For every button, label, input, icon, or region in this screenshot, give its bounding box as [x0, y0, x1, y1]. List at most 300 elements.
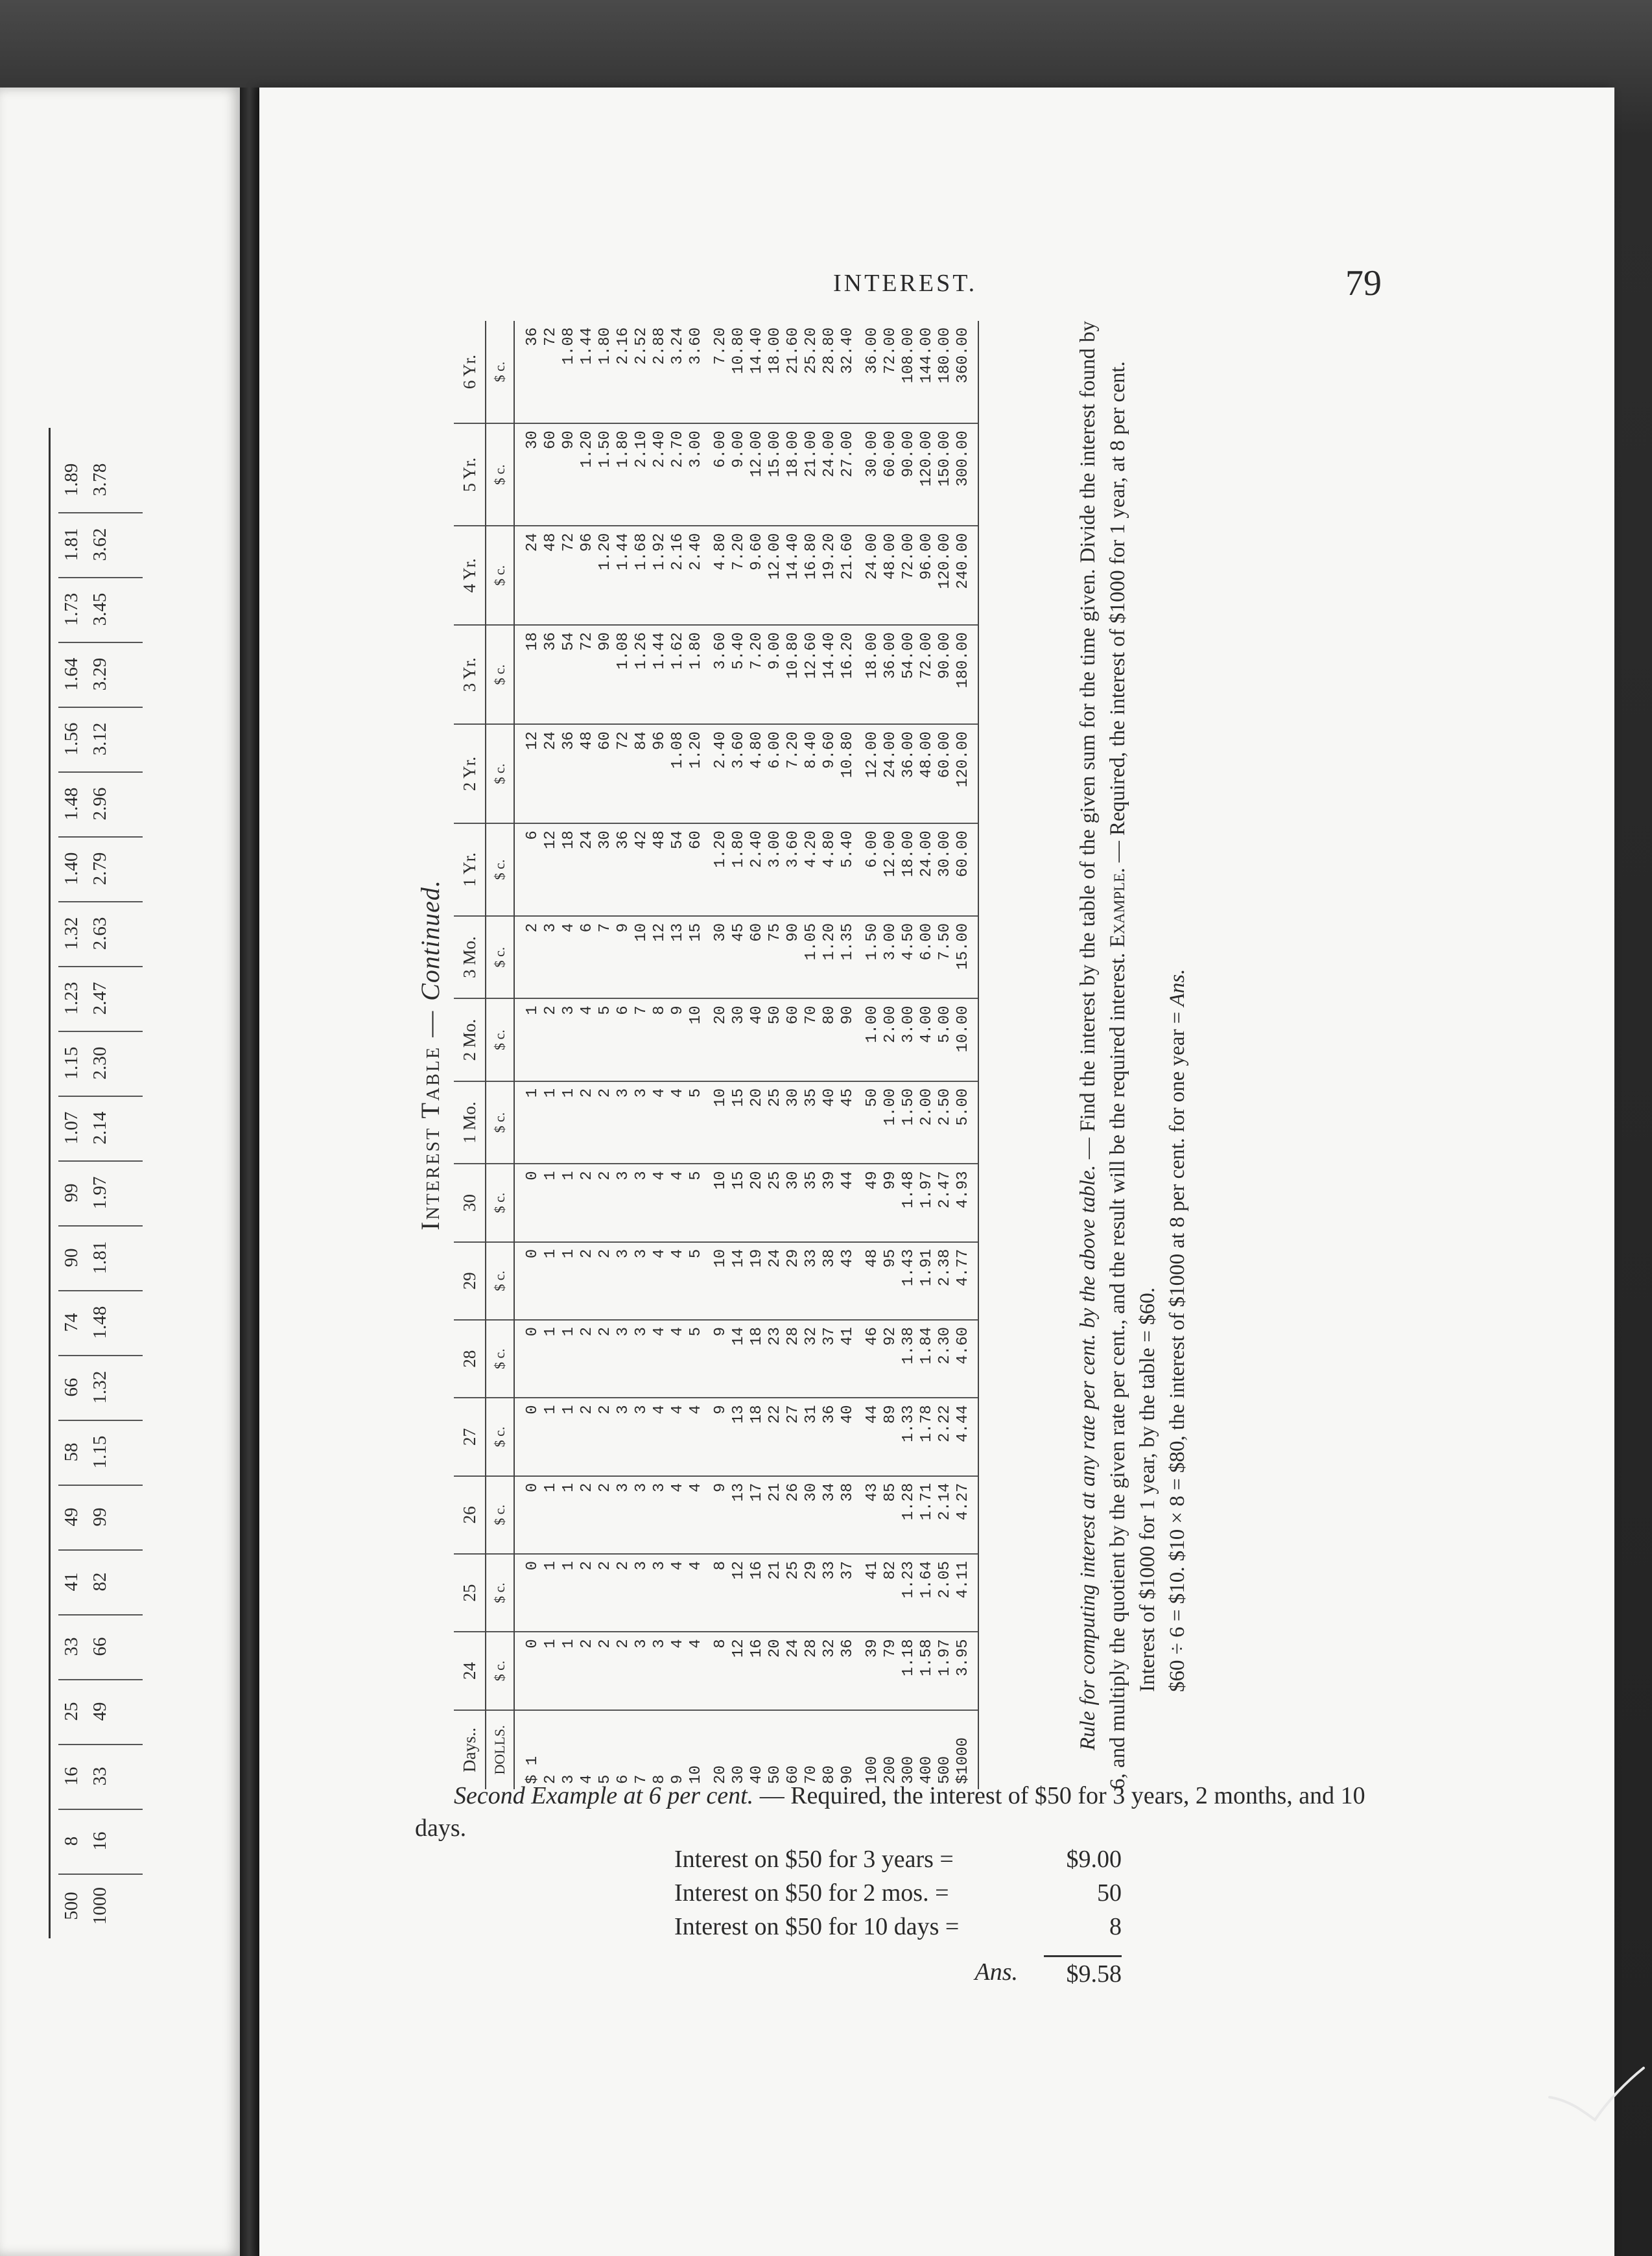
- interest-cell: 1.43: [900, 1242, 918, 1320]
- interest-cell: 6: [615, 998, 633, 1081]
- unit-header: $ c.: [486, 1081, 514, 1164]
- interest-cell: 3.00: [882, 916, 900, 998]
- interest-cell: 1.28: [900, 1476, 918, 1554]
- calc-value: 8: [1109, 1913, 1122, 1940]
- left-table-cell: 3.12: [89, 722, 110, 756]
- interest-cell: 1: [560, 1081, 578, 1164]
- left-table-cell: 49: [61, 1507, 82, 1527]
- interest-cell: 54: [669, 823, 687, 916]
- interest-cell: 9: [705, 1398, 730, 1475]
- interest-cell: 30: [785, 1164, 803, 1241]
- interest-cell: 21: [766, 1476, 785, 1554]
- interest-cell: 16.80: [803, 526, 821, 625]
- interest-cell: 1.18: [900, 1632, 918, 1710]
- interest-cell: 5.40: [839, 823, 857, 916]
- left-table-cell: 1.64: [61, 657, 82, 691]
- interest-cell: 1.35: [839, 916, 857, 998]
- interest-cell: 14: [730, 1242, 748, 1320]
- column-header: 30: [454, 1164, 486, 1241]
- table-row: [730, 321, 748, 1789]
- interest-cell: 24.00: [857, 526, 882, 625]
- interest-cell: 4: [687, 1554, 705, 1632]
- interest-cell: 2.10: [633, 423, 651, 526]
- interest-cell: 4.27: [954, 1476, 978, 1554]
- rule-line-3-ans: Ans.: [1166, 969, 1189, 1007]
- left-table-cell: 1.97: [89, 1176, 110, 1210]
- column-header: 29: [454, 1242, 486, 1320]
- left-table-cell: 8: [61, 1836, 82, 1846]
- interest-cell: 2: [578, 1398, 596, 1475]
- interest-cell: 4: [669, 1554, 687, 1632]
- left-table-cell: 99: [89, 1507, 110, 1527]
- column-header: 27: [454, 1398, 486, 1475]
- interest-cell: 95: [882, 1242, 900, 1320]
- left-column-separator: [58, 1874, 143, 1875]
- interest-cell: 0: [514, 1320, 542, 1398]
- table-title-main: Interest Table: [416, 1045, 445, 1230]
- interest-cell: 1.00: [857, 998, 882, 1081]
- interest-cell: 40: [821, 1081, 839, 1164]
- table-row: [687, 321, 705, 1789]
- interest-cell: 30: [596, 823, 615, 916]
- left-table-cell: 1.89: [61, 463, 82, 497]
- interest-cell: 4: [669, 1320, 687, 1398]
- interest-cell: 99: [882, 1164, 900, 1241]
- interest-cell: 2.16: [615, 321, 633, 423]
- interest-cell: 48: [651, 823, 669, 916]
- left-column-separator: [58, 512, 143, 513]
- left-column-separator: [58, 1485, 143, 1486]
- left-table-column: [58, 1679, 115, 1744]
- calc-value: $9.00: [1066, 1846, 1122, 1873]
- rule-line-3: [1162, 321, 1192, 1789]
- interest-cell: 10: [705, 1164, 730, 1241]
- interest-cell: 2: [615, 1632, 633, 1710]
- interest-cell: 150.00: [936, 423, 954, 526]
- interest-cell: 39: [857, 1632, 882, 1710]
- interest-cell: 30: [803, 1476, 821, 1554]
- interest-cell: 18.00: [900, 823, 918, 916]
- interest-cell: 48: [578, 724, 596, 823]
- interest-cell: 36.00: [882, 625, 900, 724]
- column-header: 3 Yr.: [454, 625, 486, 724]
- interest-cell: 28.80: [821, 321, 839, 423]
- interest-cell: 9: [705, 1476, 730, 1554]
- left-column-separator: [58, 1225, 143, 1227]
- interest-cell: 1: [542, 1476, 560, 1554]
- calc-label: Interest on $50 for 10 days =: [674, 1913, 960, 1940]
- table-row: [785, 321, 803, 1789]
- interest-cell: 50: [857, 1081, 882, 1164]
- interest-cell: 12.00: [882, 823, 900, 916]
- interest-cell: 1: [542, 1164, 560, 1241]
- left-table-cell: 2.47: [89, 981, 110, 1015]
- interest-cell: 27.00: [839, 423, 857, 526]
- interest-cell: 0: [514, 1242, 542, 1320]
- interest-cell: 90: [785, 916, 803, 998]
- interest-cell: 6.00: [857, 823, 882, 916]
- interest-cell: 3: [633, 1476, 651, 1554]
- left-table-column: [58, 1355, 115, 1420]
- left-table-cell: 2.79: [89, 852, 110, 886]
- interest-cell: 1.33: [900, 1398, 918, 1475]
- interest-cell: 54: [560, 625, 578, 724]
- unit-header: $ c.: [486, 1632, 514, 1710]
- principal-cell: 200: [882, 1756, 899, 1784]
- table-row: [669, 321, 687, 1789]
- interest-cell: 4: [651, 1398, 669, 1475]
- interest-cell: 36.00: [857, 321, 882, 423]
- interest-cell: 28: [785, 1320, 803, 1398]
- interest-cell: 2.05: [936, 1554, 954, 1632]
- interest-cell: 60: [596, 724, 615, 823]
- interest-cell: 12: [730, 1554, 748, 1632]
- interest-cell: 4: [669, 1164, 687, 1241]
- interest-cell: 10.80: [785, 625, 803, 724]
- left-table-cell: 99: [61, 1183, 82, 1203]
- principal-cell: $1000: [954, 1710, 978, 1789]
- second-example-lead: Second Example at 6 per cent.: [454, 1782, 754, 1809]
- interest-cell: 30: [514, 423, 542, 526]
- interest-cell: 3: [615, 1476, 633, 1554]
- interest-cell: 20: [766, 1632, 785, 1710]
- interest-cell: 1.92: [651, 526, 669, 625]
- principal-cell: 80: [821, 1765, 838, 1784]
- interest-cell: 15.00: [766, 423, 785, 526]
- calc-row: [674, 1842, 1122, 1876]
- interest-cell: 5: [687, 1242, 705, 1320]
- interest-cell: 1.80: [730, 823, 748, 916]
- left-table-cell: 49: [89, 1702, 110, 1721]
- column-header: 1 Mo.: [454, 1081, 486, 1164]
- interest-cell: 82: [882, 1554, 900, 1632]
- interest-cell: 2.40: [748, 823, 766, 916]
- interest-cell: 33: [803, 1242, 821, 1320]
- interest-cell: 120.00: [918, 423, 936, 526]
- interest-cell: 41: [839, 1320, 857, 1398]
- interest-cell: 9: [615, 916, 633, 998]
- left-column-separator: [58, 1614, 143, 1616]
- interest-cell: 1.38: [900, 1320, 918, 1398]
- interest-cell: 1.08: [615, 625, 633, 724]
- interest-cell: 60: [542, 423, 560, 526]
- interest-cell: 32: [821, 1632, 839, 1710]
- interest-cell: 4.80: [705, 526, 730, 625]
- unit-header: $ c.: [486, 625, 514, 724]
- interest-cell: 144.00: [918, 321, 936, 423]
- interest-cell: 3.00: [766, 823, 785, 916]
- interest-cell: 12: [651, 916, 669, 998]
- unit-header: $ c.: [486, 526, 514, 625]
- interest-cell: 2.88: [651, 321, 669, 423]
- interest-cell: 13: [730, 1398, 748, 1475]
- interest-cell: 3.24: [669, 321, 687, 423]
- principal-cell: 70: [803, 1765, 820, 1784]
- interest-cell: 2: [578, 1476, 596, 1554]
- interest-cell: 4.77: [954, 1242, 978, 1320]
- interest-cell: 2: [596, 1398, 615, 1475]
- interest-cell: 6.00: [766, 724, 785, 823]
- left-column-separator: [58, 771, 143, 773]
- interest-cell: 16.20: [839, 625, 857, 724]
- interest-cell: 2: [615, 1554, 633, 1632]
- principal-cell: 9: [669, 1774, 687, 1784]
- interest-cell: 15: [730, 1081, 748, 1164]
- interest-cell: 96: [651, 724, 669, 823]
- interest-cell: 3.00: [687, 423, 705, 526]
- interest-cell: 24: [542, 724, 560, 823]
- interest-cell: 30: [705, 916, 730, 998]
- interest-cell: 1.08: [560, 321, 578, 423]
- interest-cell: 72: [615, 724, 633, 823]
- principal-cell: 5: [596, 1774, 614, 1784]
- principal-cell: $ 1: [524, 1756, 541, 1784]
- interest-cell: 120.00: [936, 526, 954, 625]
- unit-header: $ c.: [486, 724, 514, 823]
- interest-cell: 40: [748, 998, 766, 1081]
- left-table-column: [58, 1614, 115, 1679]
- interest-cell: 1.08: [669, 724, 687, 823]
- interest-cell: 2: [596, 1554, 615, 1632]
- interest-cell: 7.50: [936, 916, 954, 998]
- interest-cell: 8.40: [803, 724, 821, 823]
- interest-cell: 6: [514, 823, 542, 916]
- interest-cell: 6.00: [918, 916, 936, 998]
- table-row: [803, 321, 821, 1789]
- interest-cell: 3: [615, 1242, 633, 1320]
- left-table-cell: 2.96: [89, 787, 110, 821]
- interest-cell: 1.44: [578, 321, 596, 423]
- page-number: 79: [1345, 263, 1382, 303]
- interest-cell: 14.40: [748, 321, 766, 423]
- interest-cell: 18.00: [857, 625, 882, 724]
- calc-row: [674, 1876, 1122, 1910]
- second-example-calculation: [674, 1842, 1122, 1989]
- left-table-cell: 66: [61, 1378, 82, 1397]
- table-row: [936, 321, 954, 1789]
- interest-cell: 43: [839, 1242, 857, 1320]
- interest-cell: 2.16: [669, 526, 687, 625]
- interest-cell: 2: [578, 1164, 596, 1241]
- interest-cell: 2: [596, 1632, 615, 1710]
- interest-cell: 37: [821, 1320, 839, 1398]
- calc-label: Interest on $50 for 3 years =: [674, 1846, 954, 1873]
- interest-cell: 8: [705, 1632, 730, 1710]
- interest-cell: 2.00: [882, 998, 900, 1081]
- interest-cell: 4: [687, 1632, 705, 1710]
- interest-cell: 15.00: [954, 916, 978, 998]
- interest-cell: 19.20: [821, 526, 839, 625]
- interest-table: [454, 321, 979, 1789]
- interest-cell: 48: [857, 1242, 882, 1320]
- interest-cell: 3: [633, 1320, 651, 1398]
- interest-cell: 12.00: [748, 423, 766, 526]
- interest-cell: 60: [748, 916, 766, 998]
- interest-cell: 1: [560, 1398, 578, 1475]
- interest-cell: 90: [560, 423, 578, 526]
- interest-cell: 44: [857, 1398, 882, 1475]
- running-head: INTEREST.: [833, 270, 978, 297]
- calc-answer-row: [674, 1955, 1122, 1989]
- interest-cell: 1: [542, 1081, 560, 1164]
- interest-cell: 60.00: [954, 823, 978, 916]
- left-table-column: [58, 642, 115, 707]
- unit-header: $ c.: [486, 321, 514, 423]
- unit-header: $ c.: [486, 1476, 514, 1554]
- column-header: 24: [454, 1632, 486, 1710]
- interest-cell: 30.00: [936, 823, 954, 916]
- interest-cell: 1.80: [687, 625, 705, 724]
- interest-cell: 2: [542, 998, 560, 1081]
- interest-cell: 38: [821, 1242, 839, 1320]
- left-table-cell: 74: [61, 1313, 82, 1332]
- principal-cell: 10: [687, 1765, 705, 1784]
- interest-cell: 12: [542, 823, 560, 916]
- interest-cell: 24.00: [882, 724, 900, 823]
- interest-cell: 2.22: [936, 1398, 954, 1475]
- interest-cell: 6: [578, 916, 596, 998]
- principal-cell: 30: [730, 1765, 748, 1784]
- rule-paragraph: [1073, 321, 1192, 1789]
- interest-cell: 3: [651, 1554, 669, 1632]
- interest-cell: 1: [514, 998, 542, 1081]
- unit-header: $ c.: [486, 1242, 514, 1320]
- left-table-cell: 25: [61, 1702, 82, 1721]
- column-header: Days..: [454, 1710, 486, 1789]
- principal-cell: 400: [918, 1756, 936, 1784]
- interest-cell: 12: [514, 724, 542, 823]
- rule-example-text: — Required, the interest of $1000 for 1 year, at 8 per cent.: [1106, 361, 1129, 868]
- interest-cell: 14: [730, 1320, 748, 1398]
- interest-cell: 1: [542, 1398, 560, 1475]
- left-table-cell: 33: [61, 1637, 82, 1656]
- interest-cell: 1.84: [918, 1320, 936, 1398]
- interest-cell: 3: [560, 998, 578, 1081]
- interest-cell: 2.50: [936, 1081, 954, 1164]
- left-page-table-fragment: [23, 428, 217, 1938]
- interest-cell: 18: [560, 823, 578, 916]
- principal-cell: 2: [542, 1774, 560, 1784]
- interest-cell: 2: [596, 1164, 615, 1241]
- interest-cell: 4.93: [954, 1164, 978, 1241]
- interest-cell: 2.40: [705, 724, 730, 823]
- table-row: [542, 321, 560, 1789]
- interest-cell: 3: [542, 916, 560, 998]
- table-row: [705, 321, 730, 1789]
- interest-cell: 4: [651, 1081, 669, 1164]
- left-column-separator: [58, 577, 143, 578]
- interest-cell: 1: [542, 1320, 560, 1398]
- interest-cell: 3: [615, 1398, 633, 1475]
- interest-cell: 24.00: [918, 823, 936, 916]
- rule-line-3-text: $60 ÷ 6 = $10. $10 × 8 = $80, the interest of $1000 at 8 per cent. for one year =: [1166, 1006, 1189, 1692]
- left-table-column: [58, 771, 115, 836]
- interest-cell: 3.95: [954, 1632, 978, 1710]
- left-table-column: [58, 1160, 115, 1225]
- interest-cell: 300.00: [954, 423, 978, 526]
- left-table-columns: [58, 428, 162, 1938]
- interest-cell: 36: [821, 1398, 839, 1475]
- interest-cell: 29: [803, 1554, 821, 1632]
- left-table-cell: 1.81: [89, 1241, 110, 1275]
- unit-header: $ c.: [486, 916, 514, 998]
- left-table-cell: 1.81: [61, 528, 82, 561]
- table-row: [900, 321, 918, 1789]
- interest-cell: 34: [821, 1476, 839, 1554]
- table-row: [766, 321, 785, 1789]
- interest-cell: 1.78: [918, 1398, 936, 1475]
- interest-cell: 48: [542, 526, 560, 625]
- interest-cell: 7: [633, 998, 651, 1081]
- principal-cell: 90: [839, 1765, 856, 1784]
- left-column-separator: [58, 1031, 143, 1032]
- interest-cell: 1.44: [615, 526, 633, 625]
- left-facing-page: [0, 88, 240, 2256]
- interest-cell: 2.00: [918, 1081, 936, 1164]
- interest-cell: 4: [560, 916, 578, 998]
- left-table-column: [58, 1096, 115, 1160]
- interest-cell: 14.40: [785, 526, 803, 625]
- interest-cell: 9.00: [766, 625, 785, 724]
- left-table-column: [58, 1809, 115, 1874]
- interest-cell: 32.40: [839, 321, 857, 423]
- interest-cell: 1.20: [687, 724, 705, 823]
- column-header: 4 Yr.: [454, 526, 486, 625]
- interest-cell: 72: [560, 526, 578, 625]
- interest-cell: 7.20: [730, 526, 748, 625]
- interest-cell: 1.20: [596, 526, 615, 625]
- interest-cell: 48.00: [918, 724, 936, 823]
- interest-cell: 1.20: [705, 823, 730, 916]
- interest-cell: 5: [687, 1164, 705, 1241]
- interest-cell: 1.00: [882, 1081, 900, 1164]
- interest-cell: 21: [766, 1554, 785, 1632]
- interest-cell: 3: [615, 1081, 633, 1164]
- interest-cell: 54.00: [900, 625, 918, 724]
- interest-cell: 22: [766, 1398, 785, 1475]
- interest-cell: 4.44: [954, 1398, 978, 1475]
- interest-cell: 10: [705, 1081, 730, 1164]
- interest-cell: 18: [748, 1398, 766, 1475]
- interest-cell: 4: [669, 1398, 687, 1475]
- unit-header: $ c.: [486, 1398, 514, 1475]
- interest-cell: 1.20: [578, 423, 596, 526]
- left-table-column: [58, 1874, 115, 1938]
- interest-cell: 20: [748, 1081, 766, 1164]
- interest-cell: 1: [542, 1554, 560, 1632]
- interest-cell: 60.00: [882, 423, 900, 526]
- interest-cell: 10: [687, 998, 705, 1081]
- left-table-column: [58, 1485, 115, 1549]
- interest-cell: 4: [687, 1398, 705, 1475]
- interest-cell: 32: [803, 1320, 821, 1398]
- interest-cell: 15: [687, 916, 705, 998]
- interest-cell: 1: [560, 1476, 578, 1554]
- interest-cell: 1.80: [615, 423, 633, 526]
- interest-cell: 240.00: [954, 526, 978, 625]
- principal-cell: 6: [615, 1774, 632, 1784]
- left-table-cell: 1000: [89, 1887, 110, 1925]
- interest-cell: 19: [748, 1242, 766, 1320]
- interest-cell: 43: [857, 1476, 882, 1554]
- interest-cell: 2.47: [936, 1164, 954, 1241]
- interest-cell: 1: [560, 1164, 578, 1241]
- answer-label: Ans.: [974, 1958, 1018, 1986]
- left-table-cell: 82: [89, 1572, 110, 1592]
- left-column-separator: [58, 1744, 143, 1745]
- calc-row: [674, 1910, 1122, 1944]
- interest-cell: 1.26: [633, 625, 651, 724]
